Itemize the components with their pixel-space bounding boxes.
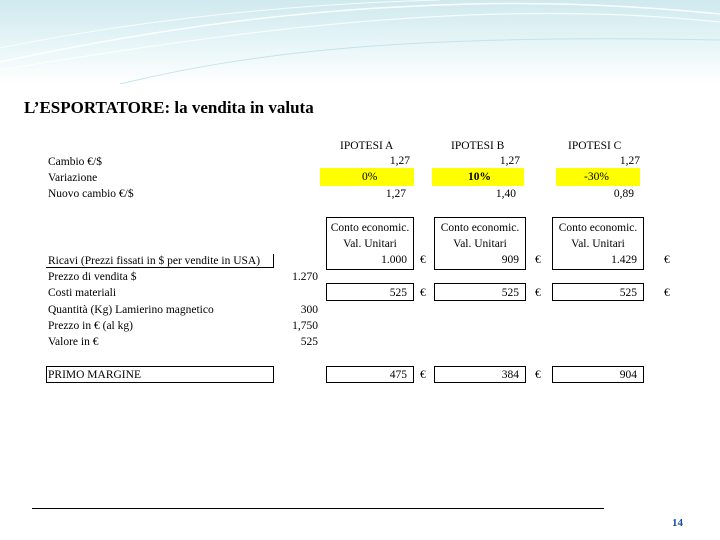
value-valore-euro: 525 [300,336,318,348]
scenario-b-margine-box [434,366,526,383]
currency-symbol: € [420,369,426,381]
label-cambio: Cambio €/$ [48,156,102,168]
scenario-a-margine: 475 [389,369,407,381]
currency-symbol: € [535,287,541,299]
footer-divider [32,508,604,509]
currency-symbol: € [535,254,541,266]
conto-header-line2: Val. Unitari [571,238,625,250]
scenario-a-cambio: 1,27 [389,155,410,167]
scenario-c-conto-box [552,217,644,270]
scenario-c-costi: 525 [619,287,637,299]
currency-symbol: € [664,254,670,266]
scenario-c-costi-box [552,283,644,301]
scenario-c-nuovo-cambio: 0,89 [613,188,634,200]
scenario-b-conto-box [434,217,526,270]
scenario-a-ricavi: 1.000 [381,254,407,266]
label-variazione: Variazione [48,172,98,184]
scenario-a-costi-box [326,283,414,301]
scenario-a-variazione: 0% [362,171,378,183]
scenario-c-margine: 904 [619,369,637,381]
scenario-b-nuovo-cambio: 1,40 [495,188,516,200]
currency-symbol: € [535,369,541,381]
conto-header-line2: Val. Unitari [343,238,397,250]
scenario-c-name: IPOTESI C [568,140,622,152]
scenario-a-margine-box [326,366,414,383]
label-nuovo-cambio: Nuovo cambio €/$ [48,188,134,200]
label-quantita: Quantità (Kg) Lamierino magnetico [48,304,214,316]
label-prezzo-euro: Prezzo in € (al kg) [48,320,133,332]
conto-header-line2: Val. Unitari [453,238,507,250]
slide-title: L’ESPORTATORE: la vendita in valuta [24,98,314,117]
scenario-c-ricavi: 1.429 [611,254,637,266]
currency-symbol: € [420,287,426,299]
conto-header-line1: Conto economic. [440,222,520,234]
label-ricavi: Ricavi (Prezzi fissati in $ per vendite in USA) [48,255,261,267]
label-primo-margine: PRIMO MARGINE [48,369,141,381]
primo-margine-label-box [46,366,274,383]
scenario-a-nuovo-cambio: 1,27 [385,188,406,200]
conto-header-line1: Conto economic. [558,222,638,234]
currency-symbol: € [664,287,670,299]
label-prezzo-vendita: Prezzo di vendita $ [48,271,137,283]
scenario-c-cambio: 1,27 [619,155,640,167]
scenario-b-variazione: 10% [468,171,491,183]
scenario-a-conto-box [326,217,414,270]
label-valore-euro: Valore in € [48,336,99,348]
scenario-c-variazione: -30% [584,171,609,183]
value-quantita: 300 [300,304,318,316]
scenario-a-name: IPOTESI A [340,140,394,152]
decorative-banner [0,0,720,84]
scenario-b-costi: 525 [501,287,519,299]
scenario-b-costi-box [434,283,526,301]
scenario-b-name: IPOTESI B [451,140,505,152]
conto-header-line1: Conto economic. [330,222,410,234]
scenario-a-costi: 525 [389,287,407,299]
value-prezzo-vendita: 1.270 [292,271,318,283]
value-prezzo-euro: 1,750 [292,320,318,332]
currency-symbol: € [420,254,426,266]
label-costi-materiali: Costi materiali [48,287,117,299]
scenario-b-ricavi: 909 [501,254,519,266]
page-number: 14 [672,517,683,529]
scenario-b-cambio: 1,27 [499,155,520,167]
scenario-c-margine-box [552,366,644,383]
scenario-b-margine: 384 [501,369,519,381]
